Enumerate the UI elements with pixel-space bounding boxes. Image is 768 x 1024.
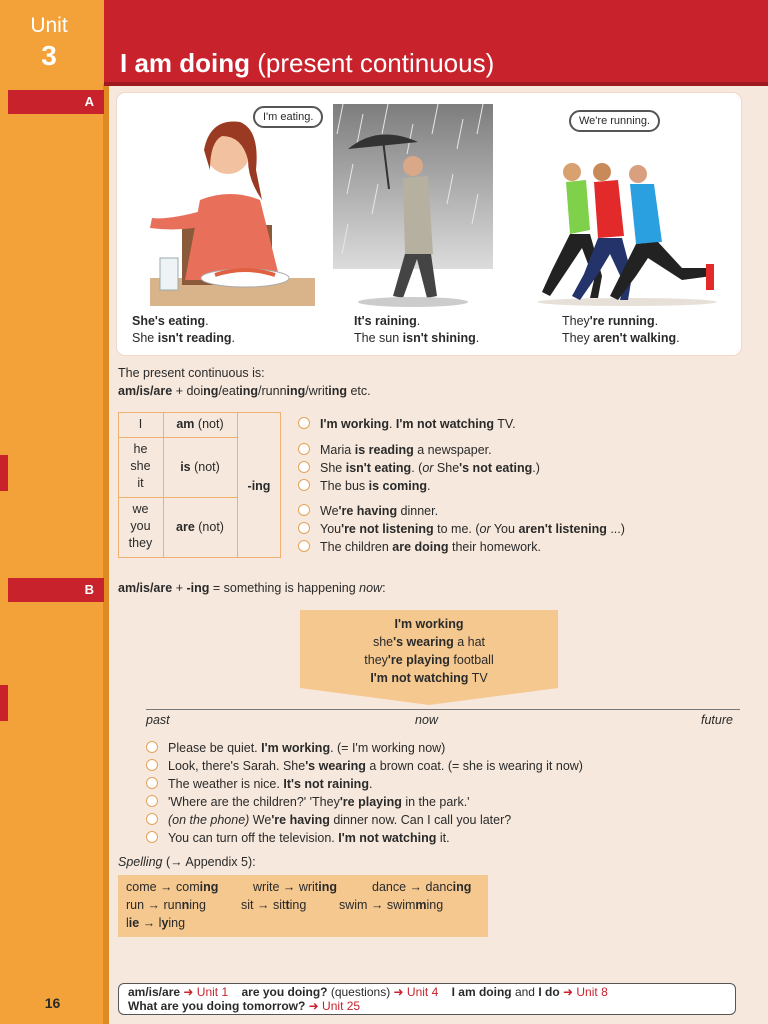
title-bar-edge (104, 82, 768, 86)
b-example-3: The weather is nice. It's not raining. (146, 775, 372, 793)
spelling-swim: swim → swimming (339, 898, 444, 912)
unit-number: 3 (41, 40, 57, 71)
example-5: We're having dinner. (298, 502, 438, 520)
spelling-write: write → writing (253, 880, 338, 894)
title-bold: I am doing (120, 48, 250, 78)
example-2: Maria is reading a newspaper. (298, 441, 492, 459)
b-example-5: (on the phone) We're having dinner now. Can I call you later? (146, 811, 511, 829)
bullet-circle-icon (146, 741, 158, 753)
bullet-circle-icon (146, 759, 158, 771)
arrow-line-2: she's wearing a hat (372, 635, 486, 649)
link-unit-1[interactable]: ➜ Unit 1 (183, 985, 229, 999)
subjects-we-you-they: we you they (128, 502, 153, 550)
table-divider (163, 412, 164, 558)
caption-running: They're running. They aren't walking. (562, 314, 680, 345)
title-rest: (present continuous) (250, 48, 495, 78)
bullet-circle-icon (298, 540, 310, 552)
xref-line-1: am/is/are ➜ Unit 1 are you doing? (questions) ➜ Unit 4 I am doing and I do ➜ Unit 8 (128, 985, 608, 999)
speech-bubble-eating: I'm eating. (253, 106, 323, 128)
example-1: I'm working. I'm not watching TV. (298, 415, 516, 433)
caption-raining: It's raining. The sun isn't shining. (354, 314, 480, 345)
bullet-circle-icon (298, 479, 310, 491)
side-marker (0, 685, 8, 721)
b-example-2: Look, there's Sarah. She's wearing a brown coat. (= she is wearing it now) (146, 757, 583, 775)
man-in-rain-illustration (333, 104, 493, 309)
example-6: You're not listening to me. (or You aren't listening ...) (298, 520, 625, 538)
people-running-illustration (532, 150, 722, 310)
bullet-circle-icon (298, 504, 310, 516)
bullet-circle-icon (146, 795, 158, 807)
intro-text: The present continuous is: (118, 366, 265, 380)
b-example-1: Please be quiet. I'm working. (= I'm working now) (146, 739, 445, 757)
section-tab-b: B (8, 578, 104, 602)
verb-is: is (not) (180, 460, 220, 474)
woman-eating-illustration (130, 100, 330, 310)
example-7: The children are doing their homework. (298, 538, 541, 556)
subjects-he-she-it: he she it (130, 442, 151, 490)
caption-eating: She's eating. She isn't reading. (132, 314, 236, 345)
timeline (146, 709, 740, 710)
speech-bubble-running: We're running. (569, 110, 660, 132)
verb-am: am (not) (176, 417, 224, 431)
timeline-future: future (701, 713, 733, 727)
left-margin-column (0, 0, 105, 1024)
b-example-4: 'Where are the children?' 'They're playing in the park.' (146, 793, 470, 811)
spelling-lie: lie → lying (126, 916, 186, 930)
timeline-now: now (415, 713, 438, 727)
example-4: The bus is coming. (298, 477, 430, 495)
bullet-circle-icon (146, 813, 158, 825)
left-column-edge (103, 0, 109, 1024)
bullet-circle-icon (298, 522, 310, 534)
bullet-circle-icon (298, 417, 310, 429)
spelling-dance: dance → dancing (372, 880, 472, 894)
xref-line-2: What are you doing tomorrow? ➜ Unit 25 (128, 999, 361, 1013)
spelling-sit: sit → sitting (241, 898, 307, 912)
arrow-line-3: they're playing football (364, 653, 494, 667)
table-divider (118, 497, 237, 498)
ing-suffix: -ing (247, 479, 271, 493)
link-unit-25[interactable]: ➜ Unit 25 (308, 999, 361, 1013)
link-unit-4[interactable]: ➜ Unit 4 (393, 985, 439, 999)
link-unit-8[interactable]: ➜ Unit 8 (563, 985, 608, 999)
section-tab-a: A (8, 90, 104, 114)
spelling-label: Spelling (→ Appendix 5): (118, 855, 256, 869)
bullet-circle-icon (298, 443, 310, 455)
subject-i: I (138, 417, 143, 431)
page-title (120, 48, 494, 79)
arrow-line-4: I'm not watching TV (370, 671, 488, 685)
verb-are: are (not) (176, 520, 224, 534)
timeline-past: past (146, 713, 170, 727)
bullet-circle-icon (298, 461, 310, 473)
b-example-6: You can turn off the television. I'm not watching it. (146, 829, 450, 847)
arrow-line-1: I'm working (394, 617, 464, 631)
section-b-intro: am/is/are + -ing = something is happening now: (118, 581, 386, 595)
table-divider (118, 437, 237, 438)
example-3: She isn't eating. (or She's not eating.) (298, 459, 540, 477)
spelling-come: come → coming (126, 880, 219, 894)
bullet-circle-icon (146, 831, 158, 843)
unit-label: Unit (30, 14, 68, 37)
formula: am/is/are + doing/eating/running/writing etc. (118, 384, 371, 398)
spelling-run: run → running (126, 898, 206, 912)
side-marker (0, 455, 8, 491)
bullet-circle-icon (146, 777, 158, 789)
page-number: 16 (44, 995, 61, 1011)
